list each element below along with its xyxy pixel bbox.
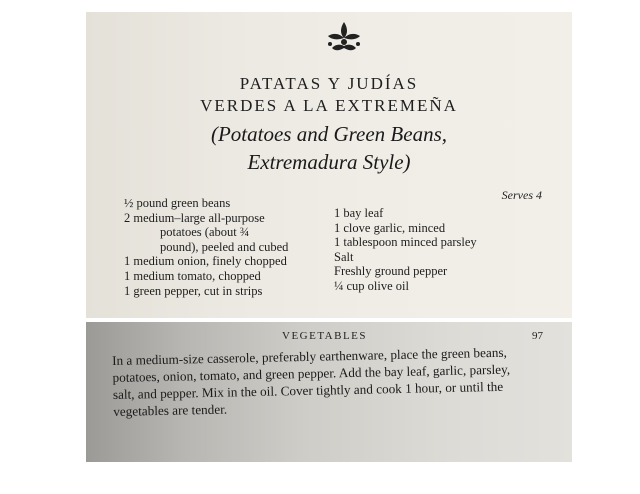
ingredient-item: ¼ cup olive oil <box>334 278 409 293</box>
ingredient-item: Freshly ground pepper <box>334 264 448 279</box>
ingredient-item: Salt <box>334 249 354 264</box>
ingredients-right-column <box>334 206 554 294</box>
serves-count: Serves 4 <box>501 188 542 202</box>
recipe-title-english-line-1: (Potatoes and Green Beans, <box>210 122 447 146</box>
recipe-method-scan <box>86 322 572 462</box>
method-paragraph <box>112 342 571 420</box>
page-number: 97 <box>532 330 543 342</box>
ingredient-item: 1 green pepper, cut in strips <box>124 283 263 298</box>
recipe-header-scan <box>86 12 572 318</box>
ingredients-left-column <box>124 196 334 298</box>
ingredient-item: pound), peeled and cubed <box>160 239 289 254</box>
method-line: In a medium-size casserole, preferably earthenware, place the green beans, <box>112 344 507 368</box>
floral-ornament-icon <box>324 18 364 58</box>
ingredient-item: ½ pound green beans <box>124 196 231 210</box>
ingredient-item: 1 clove garlic, minced <box>334 220 446 235</box>
ingredient-item: potatoes (about ¾ <box>160 225 250 240</box>
recipe-title-spanish-line-2: VERDES A LA EXTREMEÑA <box>200 96 458 115</box>
recipe-title-spanish-line-1: PATATAS Y JUDÍAS <box>239 74 419 93</box>
ingredient-item: 2 medium–large all-purpose <box>124 210 265 225</box>
method-line: potatoes, onion, tomato, and green pepper. Add the bay leaf, garlic, parsley, <box>112 361 511 385</box>
method-line: salt, and pepper. Mix in the oil. Cover tightly and cook 1 hour, or until the <box>112 378 504 402</box>
ingredient-item: 1 tablespoon minced parsley <box>334 235 477 250</box>
ingredient-item: 1 medium tomato, chopped <box>124 268 261 283</box>
running-header-section: VEGETABLES <box>282 330 368 342</box>
recipe-title-english-line-2: Extremadura Style) <box>247 150 411 174</box>
method-line: vegetables are tender. <box>113 401 228 419</box>
ingredient-item: 1 bay leaf <box>334 206 384 220</box>
ingredient-item: 1 medium onion, finely chopped <box>124 254 287 269</box>
